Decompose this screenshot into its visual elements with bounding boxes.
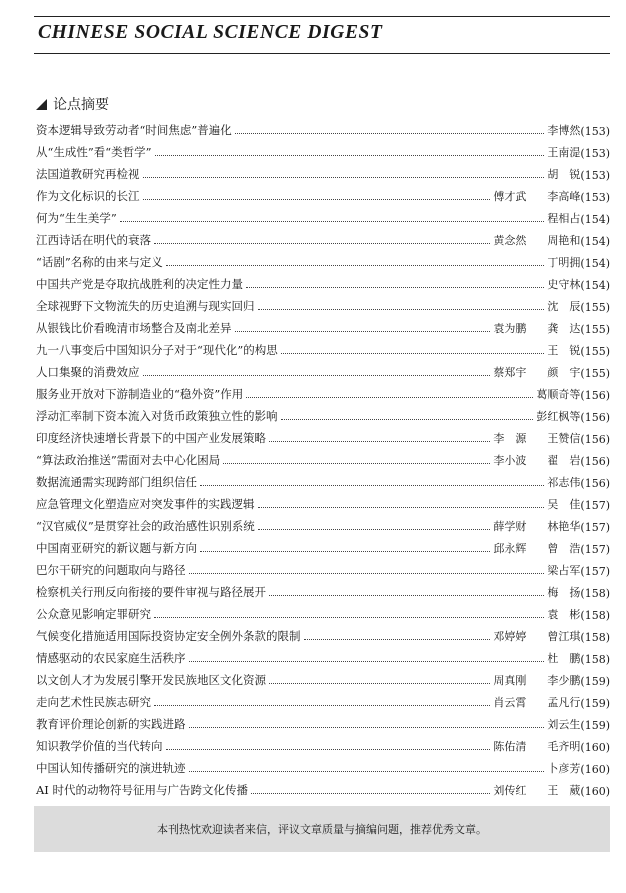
entry-author: 周艳和 xyxy=(547,234,581,247)
entry-page: (158) xyxy=(580,609,610,622)
entry-page: (157) xyxy=(580,521,610,534)
entry-author: 丁明拥 xyxy=(547,256,581,269)
entry-author: 曾 浩 xyxy=(547,542,581,555)
dot-leader xyxy=(166,749,491,750)
entry-author: 王 葳 xyxy=(547,784,581,797)
entry-title: 走向艺术性民族志研究 xyxy=(36,695,151,709)
entry-page: (154) xyxy=(580,279,610,292)
entry-title: 情感驱动的农民家庭生活秩序 xyxy=(36,651,186,665)
entry-author: 杜 鹏 xyxy=(547,652,581,665)
entry-first-author: 刘传红 xyxy=(493,784,527,797)
entry-first-author: 黄念然 xyxy=(493,234,527,247)
toc-entry[interactable] xyxy=(34,336,610,358)
entry-page: (157) xyxy=(580,499,610,512)
entry-title: 从银钱比价看晚清市场整合及南北差异 xyxy=(36,321,232,335)
entry-title: 以文创人才为发展引擎开发民族地区文化资源 xyxy=(36,673,266,687)
entry-author: 葛顺奇等 xyxy=(536,388,581,401)
entry-author: 吴 佳 xyxy=(547,498,581,511)
entry-page: (153) xyxy=(580,191,610,204)
entry-author: 袁 彬 xyxy=(547,608,581,621)
entry-title: 知识教学价值的当代转向 xyxy=(36,739,163,753)
entry-first-author: 李小波 xyxy=(493,454,527,467)
toc-entry[interactable] xyxy=(34,468,610,490)
entry-page: (153) xyxy=(580,169,610,182)
entry-page: (156) xyxy=(580,389,610,402)
entry-title: 印度经济快速增长背景下的中国产业发展策略 xyxy=(36,431,266,445)
entry-page: (155) xyxy=(580,345,610,358)
entry-author: 梁占军 xyxy=(547,564,581,577)
entry-title: “汉官威仪”是贯穿社会的政治感性识别系统 xyxy=(36,519,255,533)
entry-page: (156) xyxy=(580,433,610,446)
dot-leader xyxy=(258,309,545,310)
section-heading xyxy=(36,94,109,114)
dot-leader xyxy=(143,375,491,376)
entry-first-author: 周真刚 xyxy=(493,674,527,687)
entry-page: (154) xyxy=(580,235,610,248)
entry-author: 胡 锐 xyxy=(547,168,581,181)
dot-leader xyxy=(246,287,544,288)
dot-leader xyxy=(269,441,490,442)
entry-page: (160) xyxy=(580,785,610,798)
dot-leader xyxy=(154,243,490,244)
toc-entry[interactable] xyxy=(34,578,610,600)
dot-leader xyxy=(143,177,545,178)
toc-entry[interactable] xyxy=(34,270,610,292)
entry-page: (155) xyxy=(580,301,610,314)
dot-leader xyxy=(235,331,491,332)
entry-author: 孟凡行 xyxy=(547,696,581,709)
dot-leader xyxy=(281,419,534,420)
dot-leader xyxy=(189,573,545,574)
entry-page: (158) xyxy=(580,653,610,666)
toc-entry[interactable] xyxy=(34,600,610,622)
entry-page: (158) xyxy=(580,631,610,644)
entry-first-author: 邓婷婷 xyxy=(493,630,527,643)
entry-author: 史守林 xyxy=(547,278,581,291)
entry-author: 颜 宇 xyxy=(547,366,581,379)
entry-page: (155) xyxy=(580,367,610,380)
toc-entry[interactable] xyxy=(34,534,610,556)
entry-author: 程相占 xyxy=(547,212,581,225)
toc-entry[interactable] xyxy=(34,732,610,754)
entry-author: 沈 辰 xyxy=(547,300,581,313)
footer-notice: 本刊热忱欢迎读者来信，评议文章质量与摘编问题，推荐优秀文章。 xyxy=(157,823,487,836)
toc-entry[interactable] xyxy=(34,556,610,578)
dot-leader xyxy=(189,771,545,772)
toc-entry[interactable] xyxy=(34,644,610,666)
entry-title: 数据流通需实现跨部门组织信任 xyxy=(36,475,197,489)
toc-entry[interactable] xyxy=(34,248,610,270)
entry-author: 李博然 xyxy=(547,124,581,137)
entry-page: (154) xyxy=(580,257,610,270)
toc-entry[interactable] xyxy=(34,182,610,204)
dot-leader xyxy=(246,397,533,398)
entry-title: 应急管理文化塑造应对突发事件的实践逻辑 xyxy=(36,497,255,511)
entry-title: 巴尔干研究的问题取向与路径 xyxy=(36,563,186,577)
entry-author: 林艳华 xyxy=(547,520,581,533)
entry-page: (154) xyxy=(580,213,610,226)
section-heading-label: 论点摘要 xyxy=(53,97,109,113)
entry-page: (153) xyxy=(580,125,610,138)
entry-title: 从“生成性”看“类哲学” xyxy=(36,145,152,159)
entry-title: AI 时代的动物符号征用与广告跨文化传播 xyxy=(36,783,249,797)
toc-entry[interactable] xyxy=(34,754,610,776)
entry-title: 教育评价理论创新的实践进路 xyxy=(36,717,186,731)
entry-title: 服务业开放对下游制造业的“稳外资”作用 xyxy=(36,387,244,401)
entry-title: 人口集聚的消费效应 xyxy=(36,365,140,379)
journal-title: CHINESE SOCIAL SCIENCE DIGEST xyxy=(38,22,383,43)
entry-page: (156) xyxy=(580,477,610,490)
entry-title: 检察机关行刑反向衔接的要件审视与路径展开 xyxy=(36,585,266,599)
entry-title: 公众意见影响定罪研究 xyxy=(36,607,151,621)
entry-title: 气候变化措施适用国际投资协定安全例外条款的限制 xyxy=(36,629,301,643)
entry-page: (159) xyxy=(580,675,610,688)
dot-leader xyxy=(223,463,490,464)
toc-entry[interactable] xyxy=(34,666,610,688)
entry-title: “话剧”名称的由来与定义 xyxy=(36,255,163,269)
entry-first-author: 肖云霄 xyxy=(493,696,527,709)
entry-page: (159) xyxy=(580,719,610,732)
entry-author: 彭红枫等 xyxy=(536,410,581,423)
table-of-contents xyxy=(34,116,610,798)
entry-first-author: 陈佑清 xyxy=(493,740,527,753)
entry-title: 中国认知传播研究的演进轨迹 xyxy=(36,761,186,775)
toc-entry[interactable] xyxy=(34,314,610,336)
entry-author: 龚 达 xyxy=(547,322,581,335)
entry-page: (156) xyxy=(580,455,610,468)
toc-entry[interactable] xyxy=(34,402,610,424)
entry-first-author: 蔡郑宇 xyxy=(493,366,527,379)
dot-leader xyxy=(251,793,490,794)
entry-page: (156) xyxy=(580,411,610,424)
toc-entry[interactable] xyxy=(34,380,610,402)
toc-entry[interactable] xyxy=(34,776,610,798)
dot-leader xyxy=(269,683,490,684)
dot-leader xyxy=(269,595,544,596)
dot-leader xyxy=(166,265,545,266)
entry-first-author: 邱永辉 xyxy=(493,542,527,555)
entry-author: 曾江琪 xyxy=(547,630,581,643)
toc-entry[interactable] xyxy=(34,116,610,138)
dot-leader xyxy=(120,221,545,222)
entry-title: 浮动汇率制下资本流入对货币政策独立性的影响 xyxy=(36,409,278,423)
entry-page: (157) xyxy=(580,565,610,578)
entry-first-author: 薛学财 xyxy=(493,520,527,533)
dot-leader xyxy=(189,727,545,728)
entry-author: 王赞信 xyxy=(547,432,581,445)
entry-title: 法国道教研究再检视 xyxy=(36,167,140,181)
entry-title: “算法政治推送”需面对去中心化困局 xyxy=(36,453,221,467)
toc-entry[interactable] xyxy=(34,138,610,160)
triangle-icon xyxy=(36,99,47,110)
toc-entry[interactable] xyxy=(34,358,610,380)
masthead xyxy=(34,16,610,54)
entry-author: 祁志伟 xyxy=(547,476,581,489)
toc-entry[interactable] xyxy=(34,490,610,512)
entry-title: 九一八事变后中国知识分子对于“现代化”的构思 xyxy=(36,343,278,357)
toc-entry[interactable] xyxy=(34,226,610,248)
footer-band xyxy=(34,806,610,852)
entry-page: (157) xyxy=(580,543,610,556)
dot-leader xyxy=(258,507,545,508)
entry-author: 李高峰 xyxy=(547,190,581,203)
entry-author: 翟 岩 xyxy=(547,454,581,467)
toc-entry[interactable] xyxy=(34,710,610,732)
toc-entry[interactable] xyxy=(34,292,610,314)
dot-leader xyxy=(200,485,544,486)
entry-first-author: 袁为鹏 xyxy=(493,322,527,335)
entry-title: 全球视野下文物流失的历史追溯与现实回归 xyxy=(36,299,255,313)
entry-author: 王南湜 xyxy=(547,146,581,159)
entry-author: 王 锐 xyxy=(547,344,581,357)
entry-title: 何为“生生美学” xyxy=(36,211,117,225)
toc-entry[interactable] xyxy=(34,424,610,446)
entry-title: 中国共产党是夺取抗战胜利的决定性力量 xyxy=(36,277,243,291)
dot-leader xyxy=(189,661,545,662)
entry-page: (153) xyxy=(580,147,610,160)
entry-title: 江西诗话在明代的衰落 xyxy=(36,233,151,247)
dot-leader xyxy=(154,705,490,706)
entry-author: 卜彦芳 xyxy=(547,762,581,775)
entry-page: (160) xyxy=(580,741,610,754)
entry-title: 作为文化标识的长江 xyxy=(36,189,140,203)
entry-author: 刘云生 xyxy=(547,718,581,731)
entry-title: 资本逻辑导致劳动者“时间焦虑”普遍化 xyxy=(36,123,232,137)
entry-author: 梅 扬 xyxy=(547,586,581,599)
dot-leader xyxy=(304,639,491,640)
toc-entry[interactable] xyxy=(34,446,610,468)
dot-leader xyxy=(155,155,545,156)
entry-first-author: 傅才武 xyxy=(493,190,527,203)
entry-first-author: 李 源 xyxy=(493,432,527,445)
toc-entry[interactable] xyxy=(34,512,610,534)
entry-title: 中国南亚研究的新议题与新方向 xyxy=(36,541,197,555)
toc-entry[interactable] xyxy=(34,688,610,710)
dot-leader xyxy=(235,133,545,134)
entry-page: (158) xyxy=(580,587,610,600)
entry-page: (160) xyxy=(580,763,610,776)
entry-page: (155) xyxy=(580,323,610,336)
dot-leader xyxy=(200,551,490,552)
dot-leader xyxy=(143,199,491,200)
toc-entry[interactable] xyxy=(34,622,610,644)
entry-author: 毛齐明 xyxy=(547,740,581,753)
entry-page: (159) xyxy=(580,697,610,710)
toc-entry[interactable] xyxy=(34,204,610,226)
dot-leader xyxy=(281,353,545,354)
dot-leader xyxy=(154,617,544,618)
dot-leader xyxy=(258,529,491,530)
toc-entry[interactable] xyxy=(34,160,610,182)
entry-author: 李少鹏 xyxy=(547,674,581,687)
